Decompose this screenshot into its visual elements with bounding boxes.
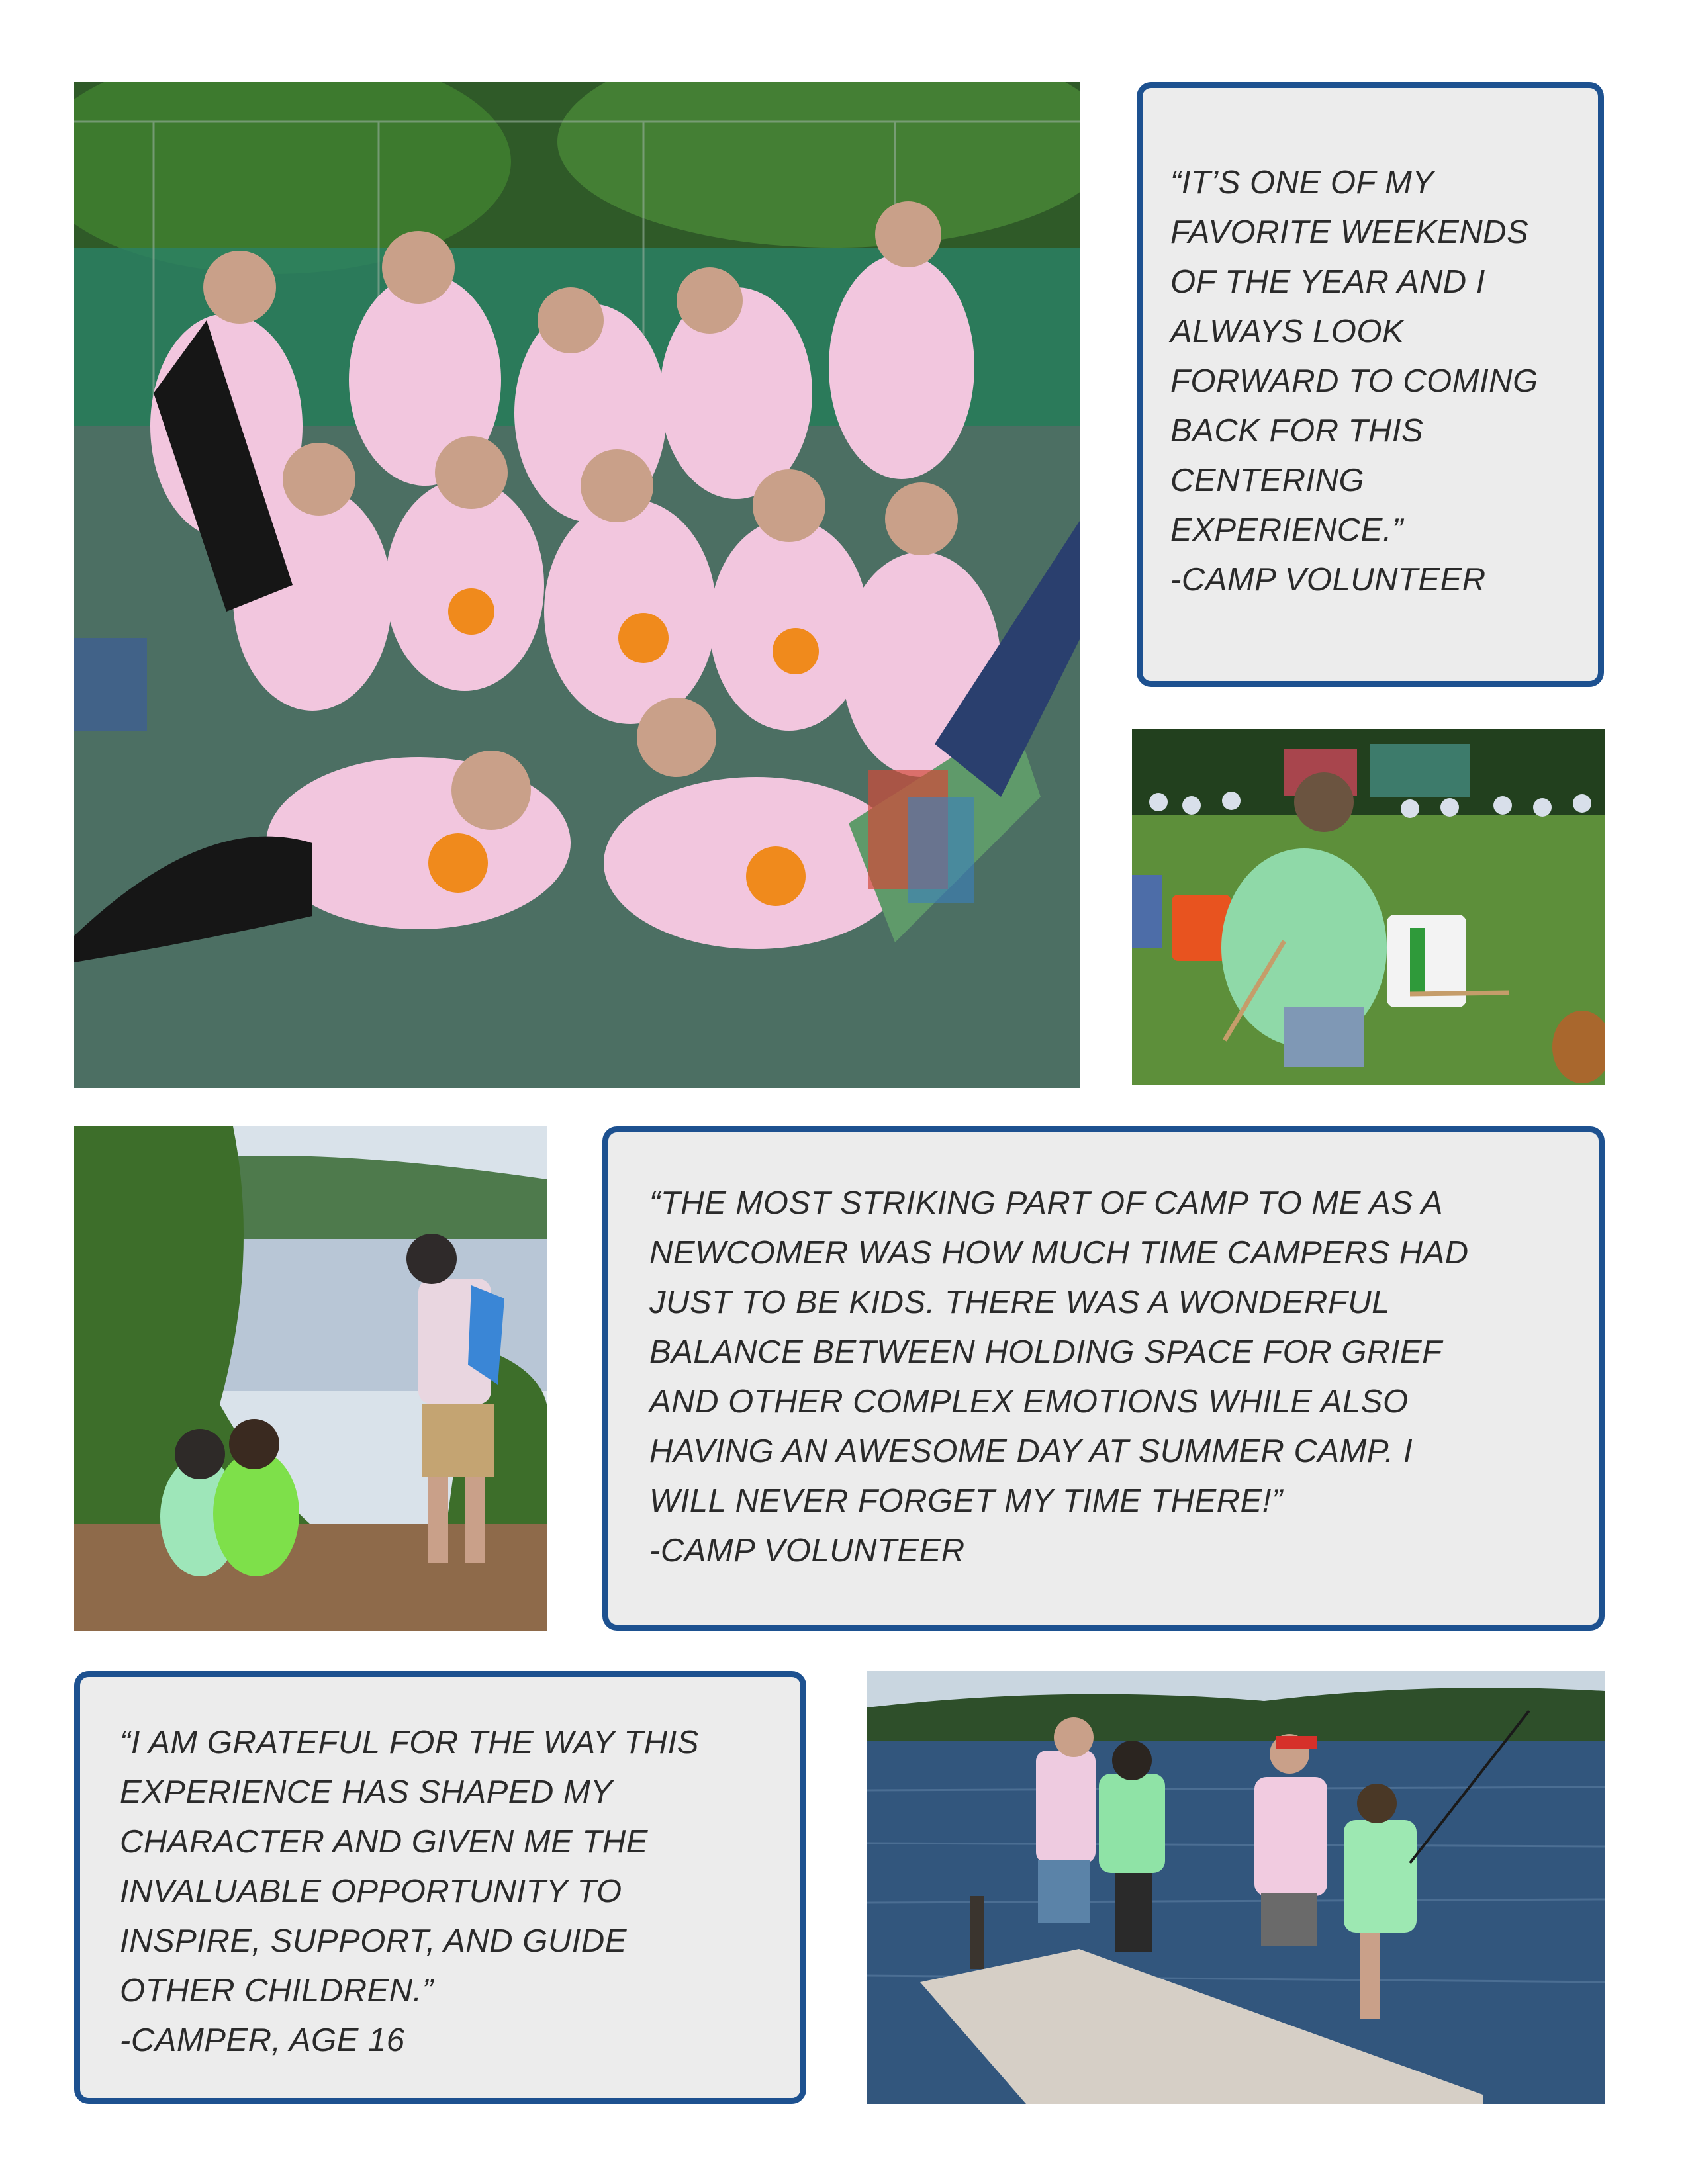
quote-text-volunteer-weekends — [1170, 158, 1538, 605]
quote-line: CENTERING — [1170, 463, 1365, 498]
quote-line: AND OTHER COMPLEX EMOTIONS WHILE ALSO — [649, 1384, 1409, 1420]
quote-line: JUST TO BE KIDS. THERE WAS A WONDERFUL — [649, 1285, 1390, 1320]
drumming-photo — [1132, 729, 1605, 1085]
quote-box-volunteer-weekends — [1137, 82, 1604, 687]
lakeside-photo — [74, 1126, 547, 1631]
quote-line: ALWAYS LOOK — [1170, 314, 1405, 349]
quote-line: OF THE YEAR AND I — [1170, 264, 1485, 300]
quote-line: “THE MOST STRIKING PART OF CAMP TO ME AS A — [649, 1185, 1443, 1221]
quote-line: EXPERIENCE HAS SHAPED MY — [120, 1774, 613, 1810]
quote-box-volunteer-newcomer — [602, 1126, 1605, 1631]
quote-attribution: -CAMP VOLUNTEER — [1170, 562, 1486, 598]
quote-line: FORWARD TO COMING — [1170, 363, 1538, 399]
quote-line: WILL NEVER FORGET MY TIME THERE!” — [649, 1483, 1283, 1519]
quote-line: INSPIRE, SUPPORT, AND GUIDE — [120, 1923, 627, 1959]
quote-attribution: -CAMPER, AGE 16 — [120, 2023, 405, 2058]
quote-line: “IT’S ONE OF MY — [1170, 165, 1434, 201]
quote-line: BALANCE BETWEEN HOLDING SPACE FOR GRIEF — [649, 1334, 1442, 1370]
dock-photo — [867, 1671, 1605, 2104]
quote-line: HAVING AN AWESOME DAY AT SUMMER CAMP. I — [649, 1433, 1413, 1469]
quote-line: INVALUABLE OPPORTUNITY TO — [120, 1874, 622, 1909]
quote-line: OTHER CHILDREN.” — [120, 1973, 434, 2009]
group-photo — [74, 82, 1080, 1088]
quote-line: EXPERIENCE.” — [1170, 512, 1403, 548]
quote-box-camper — [74, 1671, 806, 2104]
quote-line: CHARACTER AND GIVEN ME THE — [120, 1824, 648, 1860]
quote-attribution: -CAMP VOLUNTEER — [649, 1533, 965, 1569]
quote-line: FAVORITE WEEKENDS — [1170, 214, 1529, 250]
quote-text-volunteer-newcomer — [649, 1179, 1469, 1576]
quote-line: “I AM GRATEFUL FOR THE WAY THIS — [120, 1725, 699, 1760]
quote-line: BACK FOR THIS — [1170, 413, 1424, 449]
quote-line: NEWCOMER WAS HOW MUCH TIME CAMPERS HAD — [649, 1235, 1469, 1271]
quote-text-camper — [120, 1718, 699, 2066]
